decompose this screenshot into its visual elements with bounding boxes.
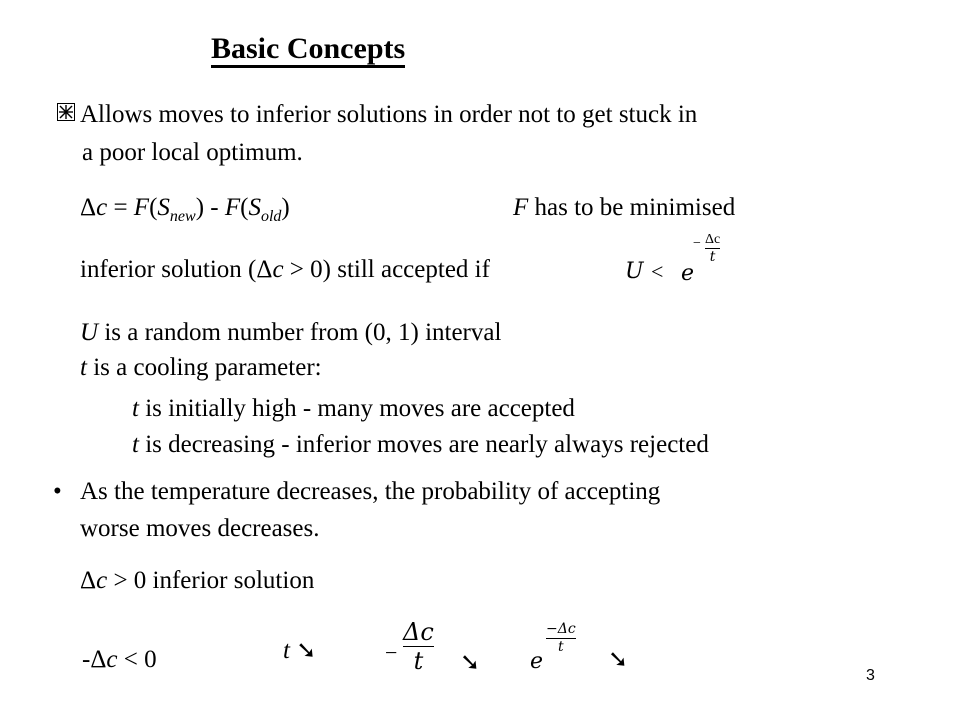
var-U: U (80, 319, 99, 346)
subscript-new: new (169, 208, 196, 225)
bottom-text: < 0 (117, 646, 157, 673)
note-text: has to be minimised (528, 194, 736, 221)
subscript-old: old (260, 208, 282, 225)
minus: − (385, 640, 398, 665)
acceptance-prefix: inferior solution ( (80, 256, 257, 283)
acceptance-condition (80, 257, 490, 282)
acceptance-suffix: > 0) still accepted if (283, 256, 490, 283)
paren: ( (240, 194, 249, 221)
fraction (403, 619, 434, 675)
less-than: < (651, 259, 664, 284)
var-t: t (80, 354, 87, 381)
paren: ( (149, 194, 158, 221)
down-right-arrow-icon: ➘ (460, 648, 481, 676)
t-decreasing (283, 638, 316, 663)
down-right-arrow-icon: ➘ (296, 636, 317, 664)
intro-line-2: a poor local optimum. (82, 139, 303, 166)
var-U: U (625, 259, 644, 284)
var-e: e (681, 261, 695, 286)
explain-line-2 (80, 355, 322, 380)
bottom-line-2 (82, 647, 157, 672)
var-c: c (96, 567, 108, 594)
intro-line-1: Allows moves to inferior solutions in order not to get stuck in (80, 101, 698, 128)
bullet2-line-1: As the temperature decreases, the probability of accepting (80, 478, 661, 505)
neg-fraction (385, 619, 445, 691)
var-F: F (133, 194, 150, 221)
var-t: t (132, 431, 139, 458)
delta-symbol: Δ (80, 567, 97, 594)
var-e: e (530, 649, 544, 674)
var-S: S (248, 194, 261, 221)
var-S: S (157, 194, 170, 221)
var-t: t (283, 637, 290, 664)
exponent-denominator: t (558, 639, 564, 656)
fraction-numerator: Δc (403, 618, 434, 646)
exponent-fraction (705, 232, 720, 266)
exponent-minus: − (693, 236, 701, 251)
explain-text: is initially high - many moves are accepted (138, 395, 575, 422)
var-t: t (132, 395, 139, 422)
exponent-numerator: Δc (705, 232, 721, 247)
equals: = (107, 194, 134, 221)
explain-line-1 (80, 320, 501, 345)
delta-symbol: Δ (256, 256, 273, 283)
delta-symbol: Δ (80, 194, 97, 221)
delta-definition (80, 194, 290, 225)
var-c: c (106, 646, 118, 673)
var-F: F (224, 194, 241, 221)
minus: ) - (195, 194, 225, 221)
bullet-dot: • (53, 478, 62, 505)
explain-line-4 (132, 432, 709, 457)
paren: ) (281, 194, 290, 221)
exponent-numerator: −Δc (546, 621, 576, 637)
explain-text: is a random number from (0, 1) interval (98, 319, 502, 346)
bottom-line-1 (80, 568, 314, 593)
minus: - (82, 646, 91, 673)
var-c: c (272, 256, 284, 283)
bullet2-line-2: worse moves decreases. (80, 515, 320, 542)
exponent-denominator: t (709, 249, 716, 266)
delta-symbol: Δ (90, 646, 107, 673)
page-number: 3 (866, 667, 875, 684)
exponent-fraction (546, 622, 576, 656)
down-right-arrow-icon: ➘ (608, 645, 629, 673)
explain-text: is decreasing - inferior moves are nearly always rejected (138, 431, 709, 458)
fraction-denominator: t (413, 647, 424, 676)
explain-text: is a cooling parameter: (86, 354, 322, 381)
page-title: Basic Concepts (211, 34, 405, 68)
explain-line-3 (132, 396, 575, 421)
exp-formula (530, 622, 600, 678)
star-bullet-icon (57, 103, 75, 121)
minimise-note (513, 195, 735, 220)
var-F: F (513, 194, 529, 221)
var-c: c (96, 194, 108, 221)
bottom-text: > 0 inferior solution (107, 567, 315, 594)
